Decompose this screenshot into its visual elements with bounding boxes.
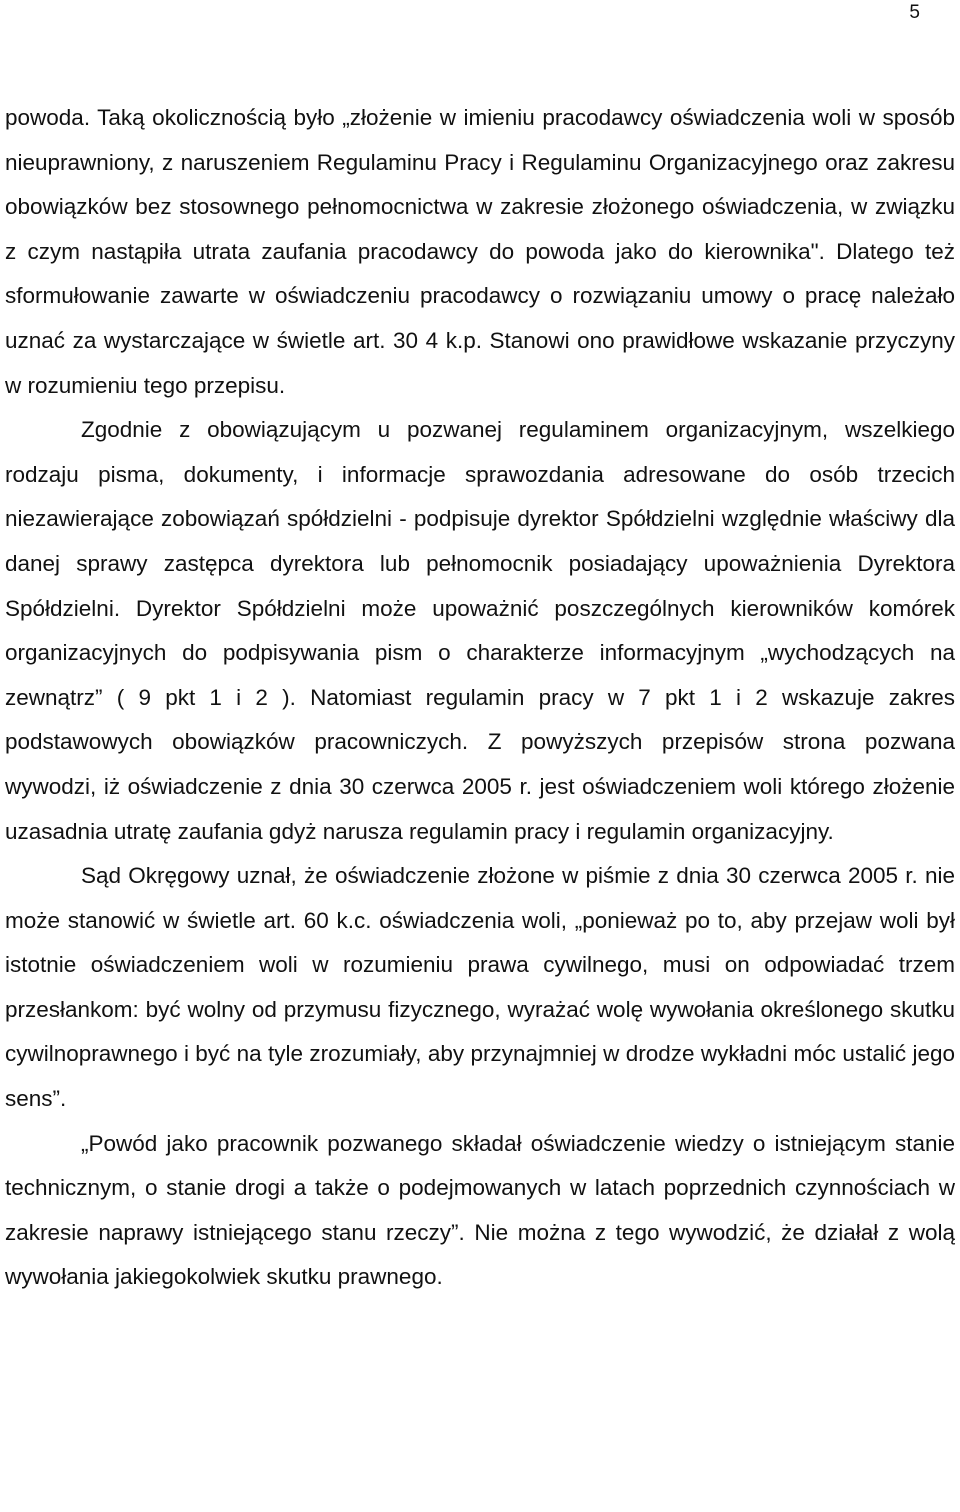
document-body: [5, 96, 955, 1300]
paragraph-regulamin: Zgodnie z obowiązującym u pozwanej regulaminem organizacyjnym, wszelkiego rodzaju pisma, dokumenty, i informacje sprawozdania adresowane do osób trzecich niezawierające zobowiązań spółdzielni - podpisuje dyrektor Spółdzielni względnie właściwy dla danej sprawy zastępca dyrektora lub pełnomocnik posiadający upoważnienia Dyrektora Spółdzielni. Dyrektor Spółdzielni może upoważnić poszczególnych kierowników komórek organizacyjnych do podpisywania pism o charakterze informacyjnym „wychodzących na zewnątrz” ( 9 pkt 1 i 2 ). Natomiast regulamin pracy w 7 pkt 1 i 2 wskazuje zakres podstawowych obowiązków pracowniczych. Z powyższych przepisów strona pozwana wywodzi, iż oświadczenie z dnia 30 czerwca 2005 r. jest oświadczeniem woli którego złożenie uzasadnia utratę zaufania gdyż narusza regulamin pracy i regulamin organizacyjny.: [5, 417, 955, 844]
paragraph-sad-okregowy: Sąd Okręgowy uznał, że oświadczenie złożone w piśmie z dnia 30 czerwca 2005 r. nie może stanowić w świetle art. 60 k.c. oświadczenia woli, „ponieważ po to, aby przejaw woli był istotnie oświadczeniem woli w rozumieniu prawa cywilnego, musi on odpowiadać trzem przesłankom: być wolny od przymusu fizycznego, wyrażać wolę wywołania określonego skutku cywilnoprawnego i być na tyle zrozumiały, aby przynajmniej w drodze wykładni móc ustalić jego sens”.: [5, 863, 955, 1112]
page-number: 5: [909, 2, 920, 23]
paragraph-continuation: powoda. Taką okolicznością było „złożenie w imieniu pracodawcy oświadczenia woli w sposób nieuprawniony, z naruszeniem Regulaminu Pracy i Regulaminu Organizacyjnego oraz zakresu obowiązków bez stosownego pełnomocnictwa w zakresie złożonego oświadczenia, w związku z czym nastąpiła utrata zaufania pracodawcy do powoda jako do kierownika". Dlatego też sformułowanie zawarte w oświadczeniu pracodawcy o rozwiązaniu umowy o pracę należało uznać za wystarczające w świetle art. 30 4 k.p. Stanowi ono prawidłowe wskazanie przyczyny w rozumieniu tego przepisu.: [5, 105, 955, 398]
paragraph-oswiadczenie-wiedzy: „Powód jako pracownik pozwanego składał oświadczenie wiedzy o istniejącym stanie technicznym, o stanie drogi a także o podejmowanych w latach poprzednich czynnościach w zakresie naprawy istniejącego stanu rzeczy”. Nie można z tego wywodzić, że działał z wolą wywołania jakiegokolwiek skutku prawnego.: [5, 1130, 955, 1290]
